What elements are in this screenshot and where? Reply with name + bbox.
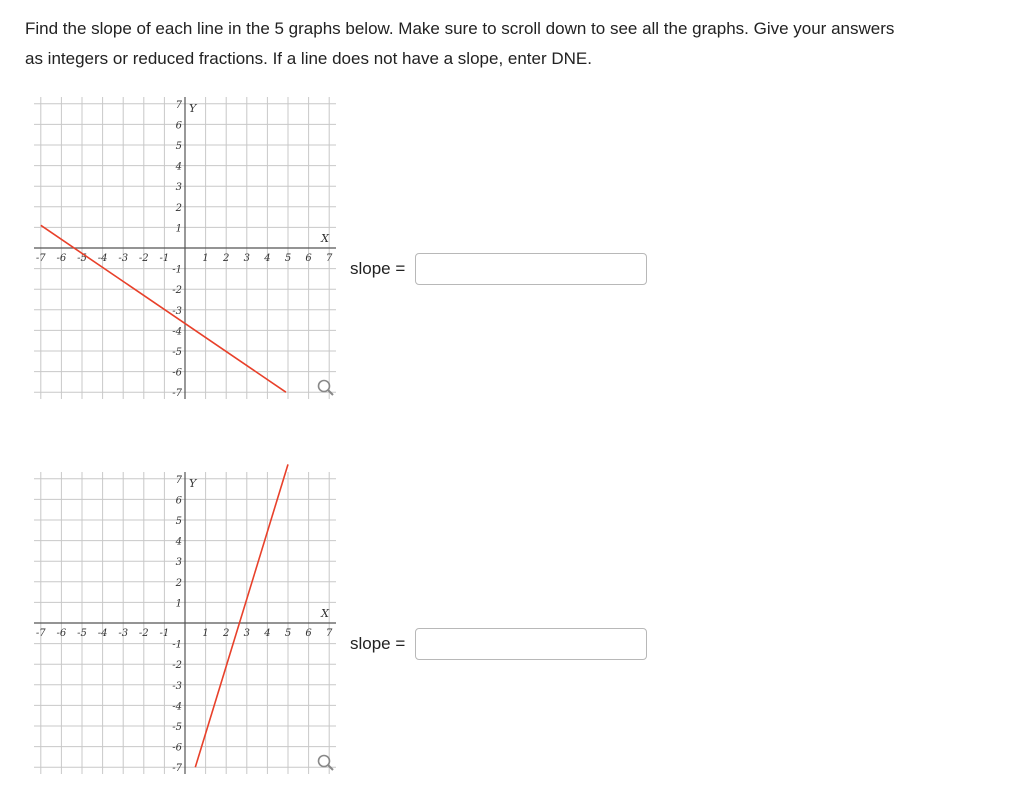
x-tick-label: -5 bbox=[77, 253, 87, 264]
answer-row-2 bbox=[350, 628, 647, 660]
x-tick-label: 3 bbox=[243, 628, 250, 639]
x-tick-label: -4 bbox=[97, 628, 108, 639]
x-tick-label: 1 bbox=[202, 253, 209, 264]
y-tick-label: -2 bbox=[172, 285, 182, 297]
x-tick-label: 2 bbox=[223, 628, 230, 639]
x-tick-label: -4 bbox=[97, 253, 108, 264]
x-tick-label: -3 bbox=[118, 253, 129, 264]
x-tick-label: -3 bbox=[118, 628, 129, 639]
y-tick-label: 6 bbox=[175, 120, 182, 132]
x-tick-label: 5 bbox=[284, 253, 292, 264]
y-tick-label: -1 bbox=[172, 639, 182, 651]
y-tick-label: -1 bbox=[172, 264, 182, 276]
y-tick-label: 6 bbox=[175, 495, 182, 507]
x-tick-label: 2 bbox=[223, 253, 230, 264]
x-tick-label: -2 bbox=[138, 253, 149, 264]
y-tick-label: -7 bbox=[172, 388, 182, 400]
y-tick-label: 1 bbox=[175, 598, 182, 610]
y-tick-label: 5 bbox=[175, 516, 182, 527]
graph-2-canvas bbox=[34, 472, 336, 774]
x-tick-label: 7 bbox=[326, 628, 333, 639]
instructions-text: Find the slope of each line in the 5 graphs below. Make sure to scroll down to see all the graphs. Give your answers as integers or reduced fractions. If a line does not have a slope, enter DNE. bbox=[25, 19, 895, 68]
y-tick-label: -4 bbox=[172, 701, 182, 713]
y-tick-label: 4 bbox=[175, 161, 182, 173]
y-tick-label: -4 bbox=[172, 326, 182, 338]
slope-label-2: slope = bbox=[350, 634, 406, 653]
x-tick-label: -7 bbox=[35, 253, 46, 264]
x-tick-label: 7 bbox=[326, 253, 333, 264]
x-tick-label: 5 bbox=[284, 628, 292, 639]
y-tick-label: 2 bbox=[175, 202, 182, 214]
graph-1 bbox=[34, 97, 336, 399]
y-tick-label: 7 bbox=[175, 474, 182, 486]
slope-input-2[interactable] bbox=[415, 628, 647, 660]
x-tick-label: -2 bbox=[138, 628, 149, 639]
y-tick-label: 7 bbox=[175, 99, 182, 111]
y-tick-label: -3 bbox=[172, 680, 182, 692]
y-tick-label: 3 bbox=[175, 557, 182, 569]
y-tick-label: 5 bbox=[175, 141, 182, 152]
x-tick-label: -6 bbox=[56, 253, 67, 264]
y-tick-label: -5 bbox=[172, 722, 182, 733]
y-tick-label: 3 bbox=[175, 182, 182, 194]
y-axis-label: Y bbox=[189, 476, 197, 490]
y-tick-label: -2 bbox=[172, 660, 182, 672]
graph-line bbox=[195, 464, 288, 767]
y-tick-label: 4 bbox=[175, 536, 182, 548]
x-tick-label: 6 bbox=[305, 628, 312, 639]
magnifier-icon[interactable] bbox=[319, 381, 334, 396]
x-tick-label: 1 bbox=[202, 628, 209, 639]
x-tick-label: -7 bbox=[35, 628, 46, 639]
slope-input-1[interactable] bbox=[415, 253, 647, 285]
graph-line bbox=[41, 225, 286, 392]
slope-label-1: slope = bbox=[350, 259, 406, 278]
magnifier-icon[interactable] bbox=[319, 756, 334, 771]
graph-1-canvas bbox=[34, 97, 336, 399]
y-axis-label: Y bbox=[189, 101, 197, 115]
x-tick-label: -1 bbox=[159, 628, 170, 639]
x-tick-label: 4 bbox=[264, 628, 271, 639]
x-axis-label: X bbox=[321, 607, 330, 620]
x-tick-label: -5 bbox=[77, 628, 87, 639]
answer-row-1 bbox=[350, 253, 647, 285]
y-tick-label: -6 bbox=[172, 367, 182, 379]
x-tick-label: 3 bbox=[243, 253, 250, 264]
y-tick-label: -7 bbox=[172, 763, 182, 775]
y-tick-label: 2 bbox=[175, 577, 182, 589]
y-tick-label: -5 bbox=[172, 347, 182, 358]
y-tick-label: -6 bbox=[172, 742, 182, 754]
y-tick-label: -3 bbox=[172, 305, 182, 317]
y-tick-label: 1 bbox=[175, 223, 182, 235]
x-tick-label: 4 bbox=[264, 253, 271, 264]
x-tick-label: -6 bbox=[56, 628, 67, 639]
x-axis-label: X bbox=[321, 232, 330, 245]
x-tick-label: -1 bbox=[159, 253, 170, 264]
x-tick-label: 6 bbox=[305, 253, 312, 264]
graph-2 bbox=[34, 472, 336, 774]
